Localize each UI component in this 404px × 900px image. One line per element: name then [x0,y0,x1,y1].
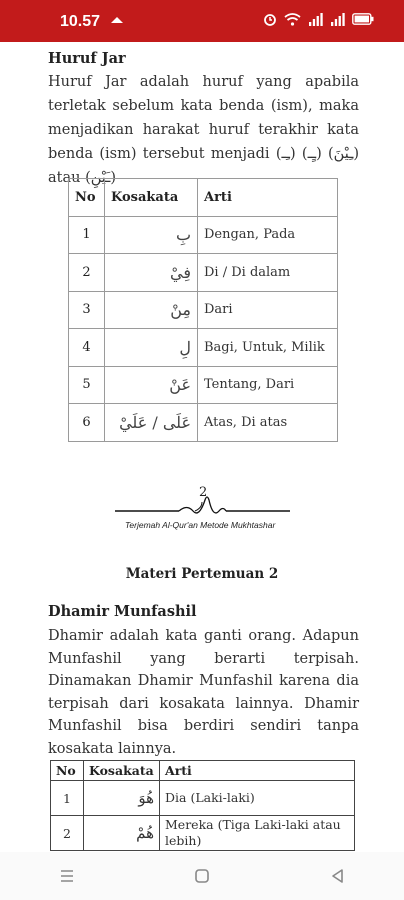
cell-kosakata: هُمْ [84,816,160,851]
cell-no: 2 [69,254,105,292]
table-row [69,254,338,292]
signal-icon [330,13,345,26]
header-arti: Arti [160,761,355,781]
home-button[interactable] [182,856,222,896]
cell-arti: Tentang, Dari [198,366,338,404]
cell-kosakata: عَنْ [105,366,198,404]
cell-no: 4 [69,329,105,367]
notification-icon [110,14,124,28]
page-caption: Terjemah Al-Qur'an Metode Mukhtashar [125,520,276,530]
cell-arti: Mereka (Tiga Laki-laki atau lebih) [160,816,355,851]
cell-no: 2 [51,816,84,851]
table-row [51,816,355,851]
cell-no: 5 [69,366,105,404]
battery-icon [352,13,374,25]
cell-kosakata: بِ [105,216,198,254]
cell-arti: Dari [198,291,338,329]
cell-arti: Dia (Laki-laki) [160,781,355,816]
cell-kosakata: مِنْ [105,291,198,329]
lesson-heading: Materi Pertemuan 2 [125,566,279,582]
cell-arti: Dengan, Pada [198,216,338,254]
cell-no: 6 [69,404,105,442]
cell-arti: Bagi, Untuk, Milik [198,329,338,367]
cell-kosakata: لِ [105,329,198,367]
home-icon [194,868,210,884]
table-header-row [69,179,338,217]
wifi-icon [284,13,301,26]
cell-no: 1 [51,781,84,816]
table-row [69,291,338,329]
table-row [69,404,338,442]
header-kosakata: Kosakata [105,179,198,217]
header-arti: Arti [198,179,338,217]
cell-arti: Di / Di dalam [198,254,338,292]
table-row [69,329,338,367]
table-row [69,366,338,404]
cell-kosakata: عَلَى / عَلَيْ [105,404,198,442]
cell-no: 3 [69,291,105,329]
status-icons [263,12,374,26]
dhamir-table [50,760,355,851]
header-no: No [51,761,84,781]
status-bar [0,0,404,42]
section-paragraph-2: Dhamir adalah kata ganti orang. Adapun Munfashil yang berarti terpisah. Dinamakan Dhamir Munfashil karena dia terpisah dari kosakata lainnya. Dhamir Munfashil bisa berdiri sendiri tanpa kosakata lainnya. [48,628,359,757]
page-number: 2 [199,485,208,500]
section-title: Huruf Jar [48,50,126,67]
cell-no: 1 [69,216,105,254]
cell-kosakata: فِيْ [105,254,198,292]
cell-kosakata: هُوَ [84,781,160,816]
back-button[interactable] [317,856,357,896]
signal-icon [308,13,323,26]
recent-apps-icon [59,869,75,883]
status-time: 10.57 [60,13,101,30]
alarm-icon [263,12,277,26]
navigation-bar [0,852,404,900]
huruf-jar-table [68,178,338,442]
section-subheading: Dhamir Munfashil [48,603,197,620]
header-kosakata: Kosakata [84,761,160,781]
cell-arti: Atas, Di atas [198,404,338,442]
reader-content[interactable] [0,42,404,852]
table-row [51,781,355,816]
section-paragraph: Huruf Jar adalah huruf yang apabila terletak sebelum kata benda (ism), maka menjadikan harakat huruf terakhir kata benda (ism) tersebut menjadi (ـِـ) (ـٍـ) (ـِيْنَ) atau (ـَيْنِ) [48,74,359,186]
back-icon [330,868,344,884]
recent-apps-button[interactable] [47,856,87,896]
table-row [69,216,338,254]
header-no: No [69,179,105,217]
table-header-row [51,761,355,781]
